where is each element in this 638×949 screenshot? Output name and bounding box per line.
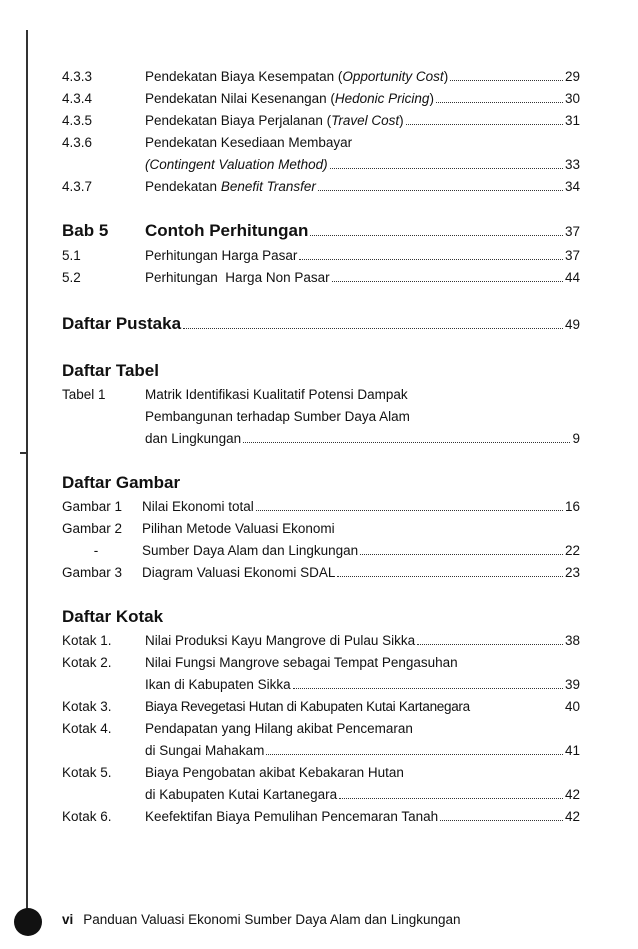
box-entry-2[interactable] — [62, 652, 580, 674]
entry-page: 22 — [564, 543, 580, 558]
entry-page: 33 — [564, 157, 580, 172]
toc-page — [62, 66, 580, 828]
entry-title: Pendekatan Nilai Kesenangan (Hedonic Pricing) — [145, 91, 434, 106]
entry-page: 42 — [564, 787, 580, 802]
entry-title: Biaya Revegetasi Hutan di Kabupaten Kutai Kartanegara — [145, 699, 470, 714]
dot-leader — [450, 80, 563, 81]
dot-leader — [406, 124, 563, 125]
toc-entry-4-3-4[interactable] — [62, 88, 580, 110]
figure-entry-3[interactable] — [62, 562, 580, 584]
entry-title: Pembangunan terhadap Sumber Daya Alam — [145, 409, 410, 424]
entry-title: di Kabupaten Kutai Kartanegara — [145, 787, 338, 802]
toc-entry-4-3-6[interactable] — [62, 132, 580, 154]
page-number: vi — [62, 912, 74, 927]
entry-page: 49 — [564, 317, 580, 332]
toc-chapter-5[interactable] — [62, 218, 580, 245]
box-entry-4-cont[interactable] — [62, 740, 580, 762]
box-entry-5[interactable] — [62, 762, 580, 784]
chapter-title: Contoh Perhitungan — [145, 221, 309, 240]
dot-leader — [310, 235, 563, 236]
entry-title: Sumber Daya Alam dan Lingkungan — [142, 543, 359, 558]
toc-entry-5-2[interactable] — [62, 267, 580, 289]
entry-number: Kotak 3. — [62, 699, 112, 714]
entry-number: Kotak 1. — [62, 633, 112, 648]
dot-leader — [360, 554, 563, 555]
toc-entry-4-3-3[interactable] — [62, 66, 580, 88]
table-entry-1-cont2[interactable] — [62, 428, 580, 450]
table-entry-1-cont[interactable] — [62, 406, 580, 428]
entry-page: 41 — [564, 743, 580, 758]
entry-title: Nilai Fungsi Mangrove sebagai Tempat Pengasuhan — [145, 655, 458, 670]
entry-number: Kotak 4. — [62, 721, 112, 736]
dot-leader — [339, 798, 563, 799]
entry-page: 34 — [564, 179, 580, 194]
entry-title: Pendekatan Biaya Perjalanan (Travel Cost) — [145, 113, 404, 128]
entry-title: Matrik Identifikasi Kualitatif Potensi Dampak — [145, 387, 408, 402]
page-footer — [62, 912, 461, 927]
entry-number: 5.1 — [62, 248, 81, 263]
box-entry-6[interactable] — [62, 806, 580, 828]
entry-title: Pendekatan Kesediaan Membayar — [145, 135, 353, 150]
entry-title: Pendekatan Biaya Kesempatan (Opportunity Cost) — [145, 69, 449, 84]
entry-number: Gambar 1 — [62, 499, 123, 514]
box-entry-1[interactable] — [62, 630, 580, 652]
entry-title: (Contingent Valuation Method) — [145, 157, 328, 172]
dot-leader — [440, 820, 563, 821]
entry-page: 39 — [564, 677, 580, 692]
entry-title: Perhitungan Harga Non Pasar — [145, 270, 330, 285]
entry-page: 31 — [564, 113, 580, 128]
dot-leader — [256, 510, 563, 511]
dot-leader — [299, 259, 563, 260]
dot-leader — [337, 576, 563, 577]
entry-title: Pilihan Metode Valuasi Ekonomi — [142, 521, 335, 536]
table-entry-1[interactable] — [62, 384, 580, 406]
entry-title: Pendapatan yang Hilang akibat Pencemaran — [145, 721, 413, 736]
entry-page: 30 — [564, 91, 580, 106]
list-of-tables-heading: Daftar Tabel — [62, 361, 159, 380]
figure-entry-2[interactable] — [62, 518, 580, 540]
dot-leader — [293, 688, 563, 689]
entry-number: 4.3.4 — [62, 91, 93, 106]
list-of-figures-heading: Daftar Gambar — [62, 473, 181, 492]
entry-number: Gambar 3 — [62, 565, 123, 580]
box-entry-3[interactable] — [62, 696, 580, 718]
entry-number: 4.3.6 — [62, 135, 93, 150]
entry-number: Kotak 6. — [62, 809, 112, 824]
dot-leader — [243, 442, 570, 443]
entry-number: Tabel 1 — [62, 387, 106, 402]
toc-entry-5-1[interactable] — [62, 245, 580, 267]
entry-title: Nilai Produksi Kayu Mangrove di Pulau Sikka — [145, 633, 416, 648]
toc-entry-4-3-5[interactable] — [62, 110, 580, 132]
entry-number: 4.3.3 — [62, 69, 93, 84]
entry-page: 23 — [564, 565, 580, 580]
box-entry-5-cont[interactable] — [62, 784, 580, 806]
entry-title: Nilai Ekonomi total — [142, 499, 254, 514]
entry-number: 4.3.7 — [62, 179, 93, 194]
entry-number: Kotak 5. — [62, 765, 112, 780]
figure-entry-2-cont[interactable] — [62, 540, 580, 562]
box-entry-4[interactable] — [62, 718, 580, 740]
box-entry-2-cont[interactable] — [62, 674, 580, 696]
margin-tick — [20, 452, 28, 454]
entry-title: Diagram Valuasi Ekonomi SDAL — [142, 565, 336, 580]
binding-line — [26, 30, 28, 915]
figure-entry-1[interactable] — [62, 496, 580, 518]
entry-title: Pendekatan Benefit Transfer — [145, 179, 316, 194]
entry-page: 44 — [564, 270, 580, 285]
entry-page: 42 — [564, 809, 580, 824]
entry-title: Perhitungan Harga Pasar — [145, 248, 298, 263]
dot-leader — [332, 281, 563, 282]
chapter-number: Bab 5 — [62, 221, 109, 240]
dot-leader — [183, 328, 563, 329]
entry-number: Gambar 2 — [62, 521, 123, 536]
entry-number: 4.3.5 — [62, 113, 93, 128]
bullet-mark: - — [93, 543, 99, 558]
dot-leader — [266, 754, 563, 755]
entry-number: Kotak 2. — [62, 655, 112, 670]
entry-title: dan Lingkungan — [145, 431, 242, 446]
toc-entry-4-3-7[interactable] — [62, 176, 580, 198]
entry-page: 29 — [564, 69, 580, 84]
list-of-boxes-heading: Daftar Kotak — [62, 607, 164, 626]
entry-page: 40 — [564, 699, 580, 714]
entry-page: 16 — [564, 499, 580, 514]
dot-leader — [330, 168, 563, 169]
dot-leader — [318, 190, 563, 191]
page-marker-dot — [14, 908, 42, 936]
entry-page: 37 — [564, 224, 580, 239]
entry-page: 9 — [572, 431, 580, 446]
entry-title: Ikan di Kabupaten Sikka — [145, 677, 291, 692]
book-title: Panduan Valuasi Ekonomi Sumber Daya Alam dan Lingkungan — [83, 912, 461, 927]
dot-leader — [436, 102, 563, 103]
entry-title: Biaya Pengobatan akibat Kebakaran Hutan — [145, 765, 404, 780]
dot-leader — [417, 644, 563, 645]
entry-title: Keefektifan Biaya Pemulihan Pencemaran Tanah — [145, 809, 439, 824]
entry-page: 37 — [564, 248, 580, 263]
entry-title: di Sungai Mahakam — [145, 743, 265, 758]
entry-number: 5.2 — [62, 270, 81, 285]
toc-bibliography[interactable] — [62, 311, 580, 338]
entry-page: 38 — [564, 633, 580, 648]
toc-entry-4-3-6-cont[interactable] — [62, 154, 580, 176]
bibliography-title: Daftar Pustaka — [62, 314, 182, 333]
